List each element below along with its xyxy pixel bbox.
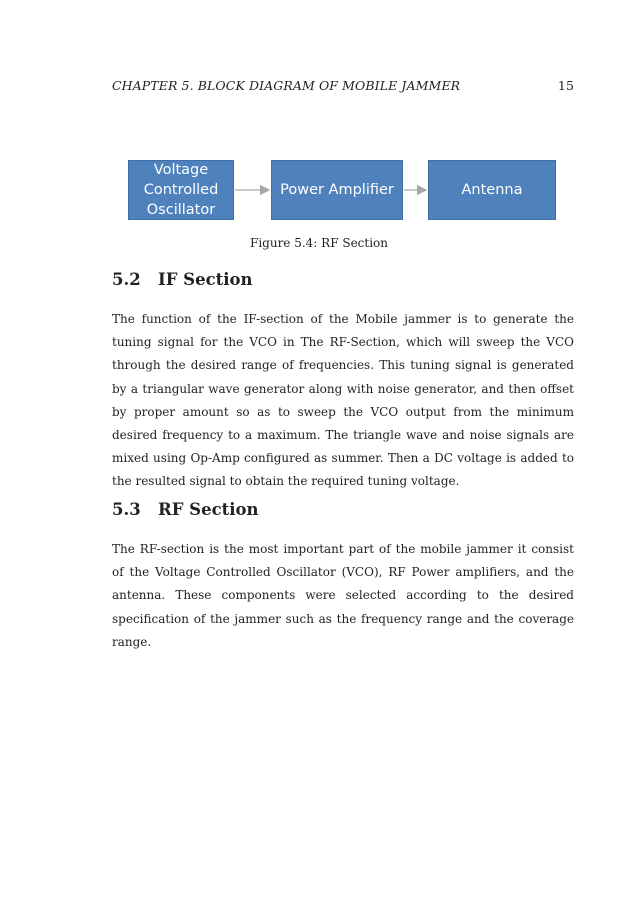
section-heading-rf [112,500,259,519]
antenna-block [428,160,556,220]
figure-caption: Figure 5.4: RF Section [250,236,388,250]
rf-section-diagram [0,0,638,260]
page-number: 15 [557,78,574,93]
section-number: 5.2 [112,270,141,289]
vco-label-line3: Oscillator [146,202,216,218]
power-amplifier-label: Power Amplifier [280,182,394,198]
section-number: 5.3 [112,500,141,519]
section-title: RF Section [158,500,259,519]
vco-label-line2: Controlled [143,182,219,198]
vco-label-line1: Voltage [153,162,209,178]
section-body-rf: The RF-section is the most important part of the mobile jammer it consist of the Voltage Controlled Oscillator (VCO), RF Power amplifiers, and the antenna. These components were selected according to the desired specification of the jammer such as the frequency range and the coverage range. [112,542,574,649]
section-heading-if [112,270,253,289]
section-title: IF Section [158,270,253,289]
antenna-label: Antenna [461,182,523,198]
section-body-if: The function of the IF-section of the Mobile jammer is to generate the tuning signal for the VCO in The RF-Section, which will sweep the VCO through the desired range of frequencies. This tuning signal is generated by a triangular wave generator along with noise generator, and then offset by proper amount so as to sweep the VCO output from the minimum desired frequency to a maximum. The triangle wave and noise signals are mixed using Op-Amp configured as summer. Then a DC voltage is added to the resulted signal to obtain the required tuning voltage. [112,312,574,489]
vco-block [128,160,234,220]
diagram-arrows [0,0,638,260]
power-amplifier-block [271,160,403,220]
chapter-title: CHAPTER 5. BLOCK DIAGRAM OF MOBILE JAMMER [112,78,461,93]
